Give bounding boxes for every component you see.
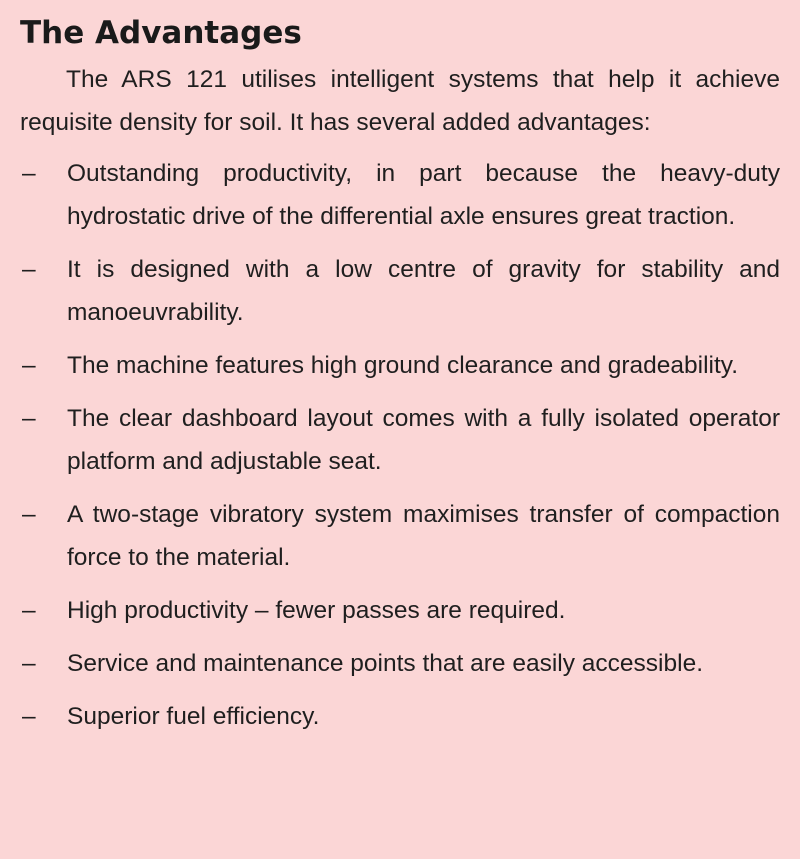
list-item: [20, 642, 780, 685]
list-item-text: Service and maintenance points that are easily accessible.: [67, 650, 703, 677]
dash-bullet: –: [22, 703, 36, 730]
list-item-text: It is designed with a low centre of gravity for stability and manoeuvrability.: [67, 256, 780, 326]
list-item: [20, 589, 780, 632]
list-item: [20, 344, 780, 387]
list-item-text: The clear dashboard layout comes with a fully isolated operator platform and adjustable seat.: [67, 405, 780, 475]
list-item: [20, 397, 780, 483]
list-item-text: Superior fuel efficiency.: [67, 703, 320, 730]
list-item: [20, 695, 780, 738]
dash-bullet: –: [22, 352, 36, 379]
list-item-text: High productivity – fewer passes are required.: [67, 597, 566, 624]
list-item: [20, 248, 780, 334]
section-title: The Advantages: [20, 15, 302, 51]
advantages-list: [20, 152, 780, 738]
dash-bullet: –: [22, 501, 36, 528]
dash-bullet: –: [22, 650, 36, 677]
dash-bullet: –: [22, 256, 36, 283]
dash-bullet: –: [22, 160, 36, 187]
list-item-text: A two-stage vibratory system maximises transfer of compaction force to the material.: [67, 501, 780, 571]
list-item: [20, 493, 780, 579]
dash-bullet: –: [22, 405, 36, 432]
list-item-text: Outstanding productivity, in part because the heavy-duty hydrostatic drive of the differential axle ensures great traction.: [67, 160, 780, 230]
list-item: [20, 152, 780, 238]
intro-paragraph: The ARS 121 utilises intelligent systems that help it achieve requisite density for soil. It has several added advantages:: [20, 66, 780, 136]
dash-bullet: –: [22, 597, 36, 624]
list-item-text: The machine features high ground clearance and gradeability.: [67, 352, 738, 379]
